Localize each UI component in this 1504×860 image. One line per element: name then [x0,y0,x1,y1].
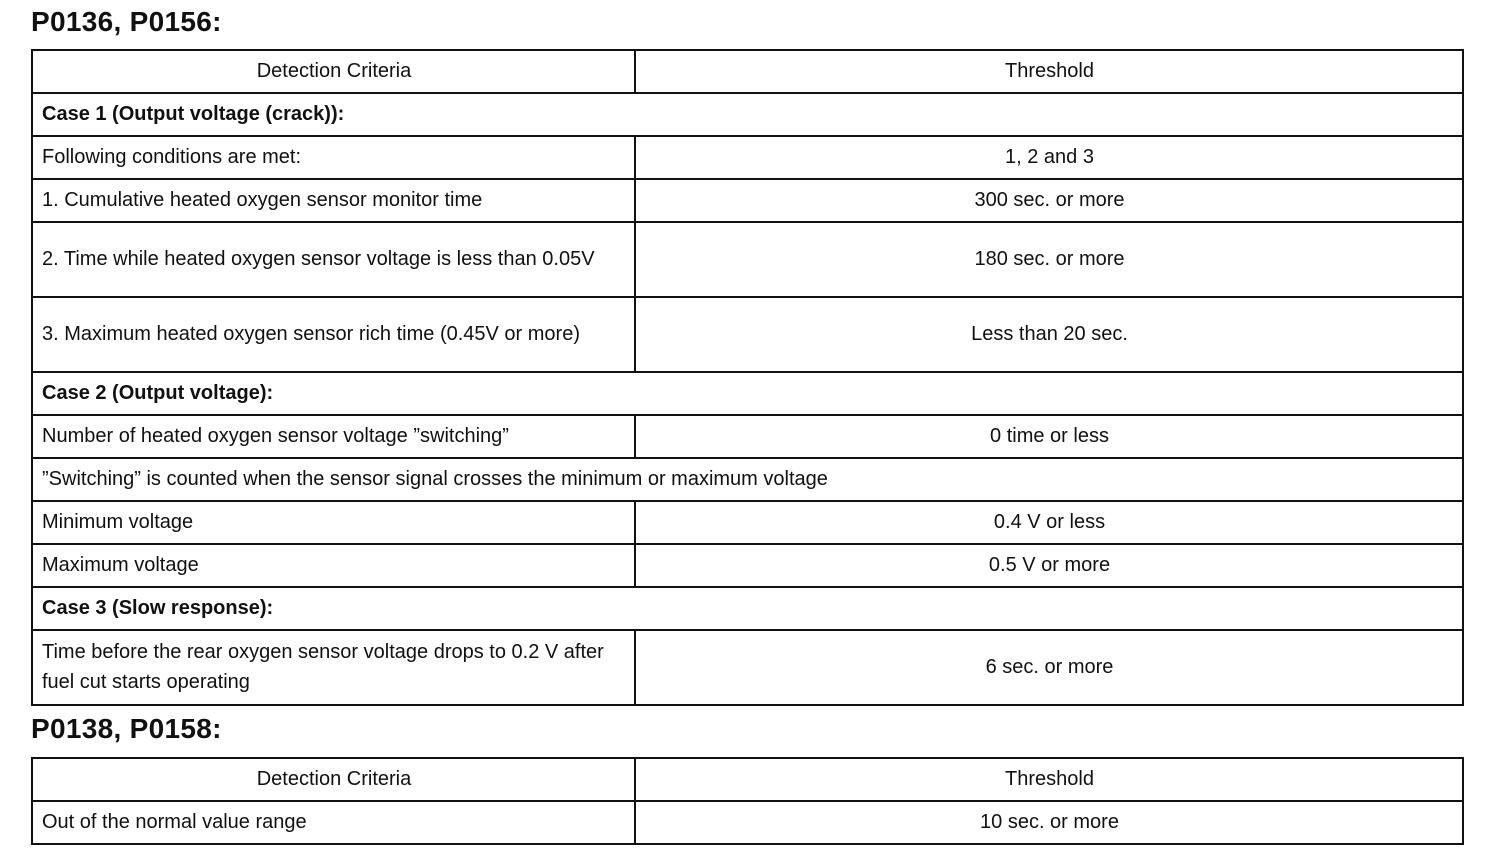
criteria-cell: Following conditions are met: [32,136,635,179]
threshold-cell: 6 sec. or more [635,630,1463,705]
case-2-row [32,372,1463,415]
table-header-row [32,50,1463,93]
table-row [32,136,1463,179]
threshold-cell: 0.4 V or less [635,501,1463,544]
header-threshold: Threshold [635,758,1463,801]
criteria-cell: Time before the rear oxygen sensor voltage drops to 0.2 V after fuel cut starts operating [32,630,635,705]
case-2-label: Case 2 (Output voltage): [32,372,1463,415]
header-threshold: Threshold [635,50,1463,93]
criteria-cell: Maximum voltage [32,544,635,587]
threshold-cell: 0 time or less [635,415,1463,458]
criteria-cell: 1. Cumulative heated oxygen sensor monitor time [32,179,635,222]
threshold-cell: Less than 20 sec. [635,297,1463,372]
header-detection-criteria: Detection Criteria [32,50,635,93]
table-row [32,501,1463,544]
table-row [32,179,1463,222]
criteria-cell: 3. Maximum heated oxygen sensor rich time (0.45V or more) [32,297,635,372]
table-header-row [32,758,1463,801]
criteria-cell: Minimum voltage [32,501,635,544]
section-title-p0136-p0156: P0136, P0156: [31,6,222,37]
table-row [32,801,1463,844]
header-detection-criteria: Detection Criteria [32,758,635,801]
criteria-cell: Number of heated oxygen sensor voltage ”switching” [32,415,635,458]
table-row [32,544,1463,587]
table-row [32,297,1463,372]
threshold-cell: 180 sec. or more [635,222,1463,297]
detection-criteria-table-p0138-p0158 [31,757,1464,845]
criteria-cell: Out of the normal value range [32,801,635,844]
threshold-cell: 0.5 V or more [635,544,1463,587]
threshold-cell: 300 sec. or more [635,179,1463,222]
case-1-row [32,93,1463,136]
table-row [32,630,1463,705]
case-1-label: Case 1 (Output voltage (crack)): [32,93,1463,136]
section-title-p0138-p0158: P0138, P0158: [31,713,222,744]
threshold-cell: 10 sec. or more [635,801,1463,844]
table-row [32,415,1463,458]
switching-note-row [32,458,1463,501]
case-3-row [32,587,1463,630]
detection-criteria-table-p0136-p0156 [31,49,1464,706]
case-3-label: Case 3 (Slow response): [32,587,1463,630]
threshold-cell: 1, 2 and 3 [635,136,1463,179]
table-row [32,222,1463,297]
switching-note: ”Switching” is counted when the sensor signal crosses the minimum or maximum voltage [32,458,1463,501]
criteria-cell: 2. Time while heated oxygen sensor voltage is less than 0.05V [32,222,635,297]
